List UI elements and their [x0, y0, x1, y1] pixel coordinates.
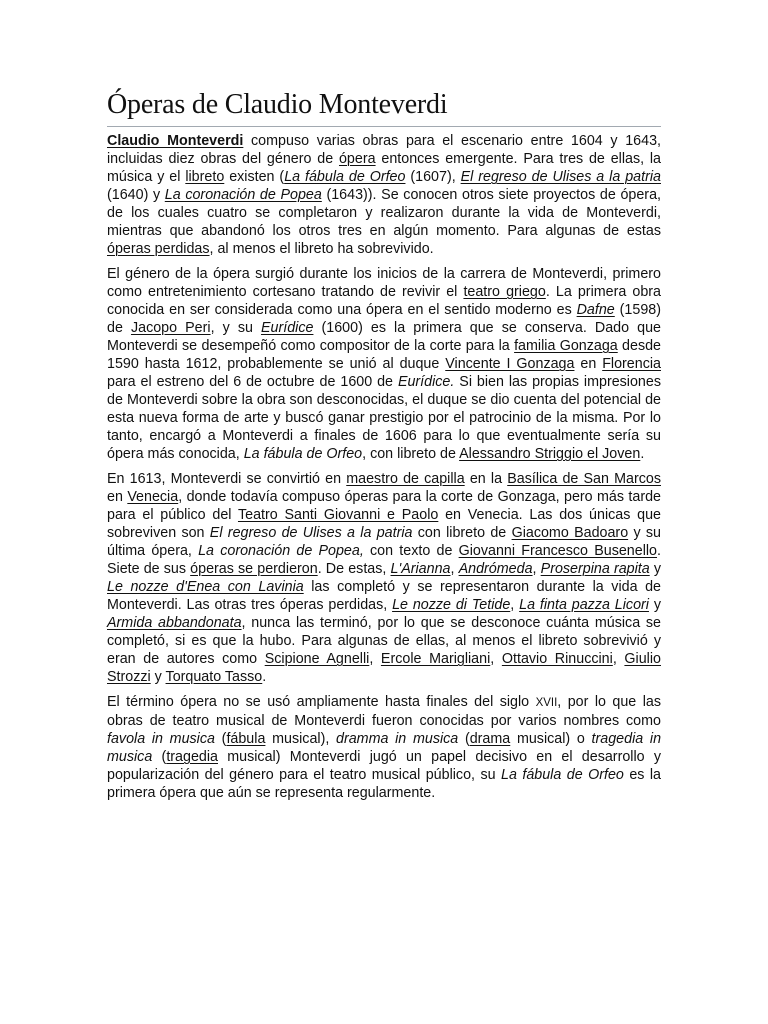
link[interactable]: Scipione Agnelli — [264, 651, 370, 667]
link[interactable]: Vincente I Gonzaga — [445, 356, 575, 372]
link[interactable]: Claudio Monteverdi — [107, 133, 244, 149]
text-run: las completó y se representaron durante la vida de Monteverdi. Las otras tres óperas perdidas, — [107, 579, 661, 613]
text-run: , donde todavía compuso óperas para la corte de Gonzaga, pero más tarde para el público del — [107, 489, 662, 523]
text-run: Eurídice. — [397, 374, 455, 390]
link[interactable]: óperas perdidas — [107, 241, 210, 257]
text-run: favola in musica — [107, 731, 215, 747]
text-run: , — [369, 651, 381, 667]
text-run: La coronación de Popea, — [198, 543, 364, 559]
text-run: . Siete de sus — [107, 543, 661, 577]
text-run: (1607), — [405, 169, 461, 185]
text-run: ( — [152, 749, 167, 765]
link[interactable]: libreto — [185, 169, 225, 185]
text-run: en — [107, 489, 128, 505]
link[interactable]: ópera — [338, 151, 376, 167]
link[interactable]: Giovanni Francesco Busenello — [458, 543, 658, 559]
link[interactable]: Proserpina rapita — [540, 561, 650, 577]
paragraph-2 — [107, 265, 661, 463]
link[interactable]: teatro griego — [463, 284, 546, 300]
text-run: musical) o — [510, 731, 592, 747]
text-run: La fábula de Orfeo — [501, 767, 624, 783]
text-run: (1643)). Se conocen otros siete proyectos de ópera, de los cuales cuatro se completaron y realizaron durante la vida de Monteverdi, mientras que abandonó los otros tres en algún momento. Para algunas de estas — [107, 187, 661, 239]
text-run: ( — [214, 731, 227, 747]
text-run: en — [574, 356, 603, 372]
link[interactable]: Ercole Marigliani — [380, 651, 491, 667]
text-run: tragedia in musica — [107, 731, 662, 765]
text-run: ( — [458, 731, 470, 747]
text-run: En 1613, Monteverdi se convirtió en — [107, 471, 347, 487]
text-run: , — [510, 597, 520, 613]
text-run: compuso varias obras para el escenario entre 1604 y 1643, incluidas diez obras del género de — [107, 133, 662, 167]
text-run: y — [649, 561, 661, 577]
text-run: y — [150, 669, 166, 685]
link[interactable]: óperas se perdieron — [190, 561, 318, 577]
text-run: es la primera ópera que aún se representa regularmente. — [107, 767, 662, 801]
link[interactable]: Giulio Strozzi — [107, 651, 661, 685]
text-run: La fábula de Orfeo — [243, 446, 363, 462]
link[interactable]: familia Gonzaga — [514, 338, 618, 354]
text-run: musical), — [265, 731, 336, 747]
link[interactable]: L'Arianna — [390, 561, 451, 577]
text-run: (1598) de — [107, 302, 661, 336]
text-run: El género de la ópera surgió durante los inicios de la carrera de Monteverdi, primero como entretenimiento cortesano tratando de revivir el — [107, 266, 661, 300]
text-run: , — [450, 561, 459, 577]
text-run: , — [490, 651, 502, 667]
text-run: , nunca las terminó, por lo que se desconoce cuánta música se completó, si es que la hubo. Para algunas de ellas, al menos el libreto sobrevivió y eran de autores como — [107, 615, 662, 667]
link[interactable]: Ottavio Rinuccini — [501, 651, 613, 667]
text-run: existen ( — [224, 169, 285, 185]
link[interactable]: Jacopo Peri — [130, 320, 211, 336]
link[interactable]: Dafne — [576, 302, 615, 318]
text-run: , con libreto de — [362, 446, 460, 462]
text-run: entonces emergente. Para tres de ellas, la música y el — [107, 151, 662, 185]
link[interactable]: Armida abbandonata — [107, 615, 242, 631]
text-run: XVII — [535, 697, 558, 709]
link[interactable]: tragedia — [166, 749, 218, 765]
article — [107, 88, 661, 809]
text-run: . De estas, — [317, 561, 391, 577]
text-run: en Venecia. Las dos únicas que sobreviven son — [107, 507, 661, 541]
text-run: desde 1590 hasta 1612, probablemente se unió al duque — [107, 338, 661, 372]
text-run: con libreto de — [412, 525, 512, 541]
paragraph-1 — [107, 132, 661, 258]
link[interactable]: El regreso de Ulises a la patria — [460, 169, 661, 185]
link[interactable]: Venecia — [127, 489, 179, 505]
link[interactable]: Alessandro Striggio el Joven — [459, 446, 641, 462]
link[interactable]: maestro de capilla — [346, 471, 465, 487]
text-run: (1640) y — [107, 187, 165, 203]
link[interactable]: drama — [469, 731, 511, 747]
link[interactable]: Teatro Santi Giovanni e Paolo — [237, 507, 439, 523]
link[interactable]: Andrómeda — [458, 561, 533, 577]
link[interactable]: Giacomo Badoaro — [511, 525, 629, 541]
text-run: (1600) es la primera que se conserva. Dado que Monteverdi se desempeñó como compositor de la corte para la — [107, 320, 662, 354]
text-run: , — [612, 651, 625, 667]
text-run: , por lo que las obras de teatro musical de Monteverdi fueron conocidas por varios nombres como — [107, 694, 661, 729]
text-run: con texto de — [363, 543, 459, 559]
paragraph-3 — [107, 470, 661, 686]
text-run: y — [648, 597, 661, 613]
link[interactable]: La fábula de Orfeo — [284, 169, 406, 185]
link[interactable]: La finta pazza Licori — [519, 597, 649, 613]
link[interactable]: fábula — [226, 731, 266, 747]
text-run: , y su — [210, 320, 261, 336]
link[interactable]: Florencia — [602, 356, 661, 372]
text-run: El término ópera no se usó ampliamente hasta finales del siglo — [107, 694, 536, 710]
text-run: y su última ópera, — [107, 525, 661, 559]
article-body — [107, 132, 661, 802]
link[interactable]: Le nozze di Tetide — [392, 597, 511, 613]
link[interactable]: Eurídice — [260, 320, 314, 336]
link[interactable]: Basílica de San Marcos — [507, 471, 661, 487]
text-run: . La primera obra conocida en ser considerada como una ópera en el sentido moderno es — [107, 284, 662, 318]
text-run: dramma in musica — [336, 731, 459, 747]
text-run: , al menos el libreto ha sobrevivido. — [209, 241, 434, 257]
text-run: musical) Monteverdi jugó un papel decisivo en el desarrollo y popularización del género para el teatro musical público, su — [107, 749, 661, 783]
link[interactable]: Torquato Tasso — [165, 669, 263, 685]
text-run: , — [532, 561, 541, 577]
text-run: El regreso de Ulises a la patria — [209, 525, 413, 541]
text-run: Si bien las propias impresiones de Monteverdi sobre la obra son desconocidas, el duque se dio cuenta del potencial de esta nueva forma de arte y buscó ganar prestigio por el patrocinio de la misma. Por lo tanto, encargó a Monteverdi a finales de 1606 para lo que eventualmente sería su ópera más conocida, — [107, 374, 661, 462]
text-run: en la — [464, 471, 508, 487]
text-run: . — [262, 669, 267, 685]
text-run: . — [640, 446, 645, 462]
text-run: para el estreno del 6 de octubre de 1600 de — [107, 374, 398, 390]
link[interactable]: Le nozze d'Enea con Lavinia — [107, 579, 304, 595]
link[interactable]: La coronación de Popea — [164, 187, 322, 203]
page-title: Óperas de Claudio Monteverdi — [107, 88, 661, 127]
paragraph-4 — [107, 693, 661, 802]
